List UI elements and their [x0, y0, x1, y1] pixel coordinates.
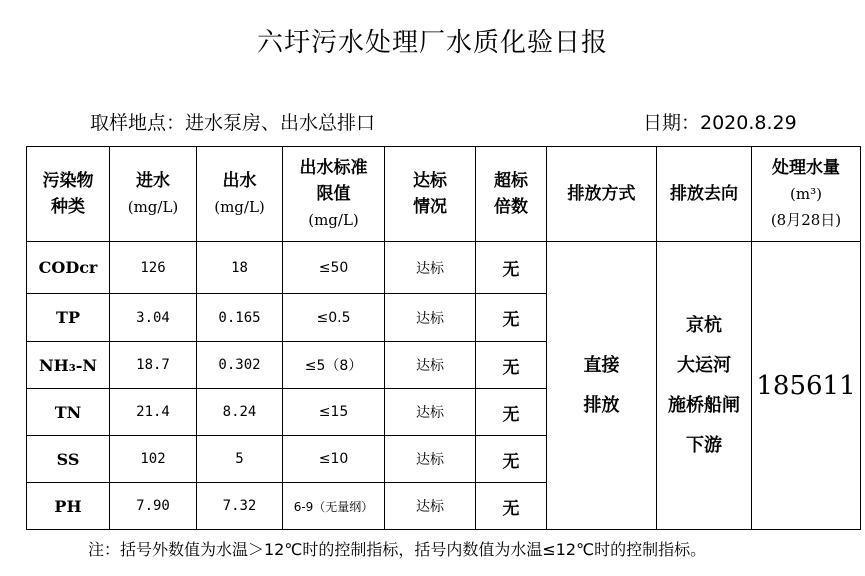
exceed-cell: 无: [476, 483, 547, 530]
header-limit: 出水标准 限值 (mg/L): [283, 147, 385, 242]
header-discharge-dest: 排放去向: [657, 147, 752, 242]
effluent-cell: 7.32: [197, 483, 283, 530]
header-influent: 进水 (mg/L): [110, 147, 197, 242]
effluent-cell: 5: [197, 436, 283, 483]
header-row: [27, 147, 861, 242]
discharge-method-cell: 直接 排放: [547, 242, 657, 530]
exceed-cell: 无: [476, 294, 547, 342]
limit-cell: ≤50: [283, 242, 385, 294]
status-cell: 达标: [385, 389, 476, 436]
limit-cell: ≤0.5: [283, 294, 385, 342]
status-cell: 达标: [385, 242, 476, 294]
pollutant-cell: SS: [27, 436, 110, 483]
report-date: 日期：2020.8.29: [643, 112, 797, 134]
effluent-cell: 0.302: [197, 342, 283, 389]
pollutant-cell: TP: [27, 294, 110, 342]
status-cell: 达标: [385, 342, 476, 389]
effluent-cell: 18: [197, 242, 283, 294]
table-row: [27, 242, 861, 294]
header-pollutant: 污染物 种类: [27, 147, 110, 242]
report-title: 六圩污水处理厂水质化验日报: [256, 28, 608, 58]
effluent-cell: 0.165: [197, 294, 283, 342]
influent-cell: 7.90: [110, 483, 197, 530]
limit-cell: ≤10: [283, 436, 385, 483]
limit-cell: ≤15: [283, 389, 385, 436]
pollutant-cell: CODcr: [27, 242, 110, 294]
volume-cell: 185611: [752, 242, 861, 530]
exceed-cell: 无: [476, 242, 547, 294]
limit-cell: 6-9（无量纲）: [283, 483, 385, 530]
header-volume: 处理水量 (m³) (8月28日): [752, 147, 861, 242]
influent-cell: 102: [110, 436, 197, 483]
pollutant-cell: PH: [27, 483, 110, 530]
footnote: 注：括号外数值为水温＞12℃时的控制指标，括号内数值为水温≤12℃时的控制指标。: [88, 540, 707, 559]
pollutant-cell: NH₃-N: [27, 342, 110, 389]
influent-cell: 18.7: [110, 342, 197, 389]
effluent-cell: 8.24: [197, 389, 283, 436]
exceed-cell: 无: [476, 389, 547, 436]
exceed-cell: 无: [476, 342, 547, 389]
header-discharge-method: 排放方式: [547, 147, 657, 242]
water-quality-table: [26, 146, 861, 530]
status-cell: 达标: [385, 294, 476, 342]
header-exceed: 超标 倍数: [476, 147, 547, 242]
header-effluent: 出水 (mg/L): [197, 147, 283, 242]
header-compliance: 达标 情况: [385, 147, 476, 242]
sampling-location: 取样地点：进水泵房、出水总排口: [90, 112, 376, 134]
limit-cell: ≤5（8）: [283, 342, 385, 389]
influent-cell: 3.04: [110, 294, 197, 342]
status-cell: 达标: [385, 483, 476, 530]
influent-cell: 21.4: [110, 389, 197, 436]
influent-cell: 126: [110, 242, 197, 294]
discharge-dest-cell: 京杭 大运河 施桥船闸 下游: [657, 242, 752, 530]
status-cell: 达标: [385, 436, 476, 483]
exceed-cell: 无: [476, 436, 547, 483]
pollutant-cell: TN: [27, 389, 110, 436]
